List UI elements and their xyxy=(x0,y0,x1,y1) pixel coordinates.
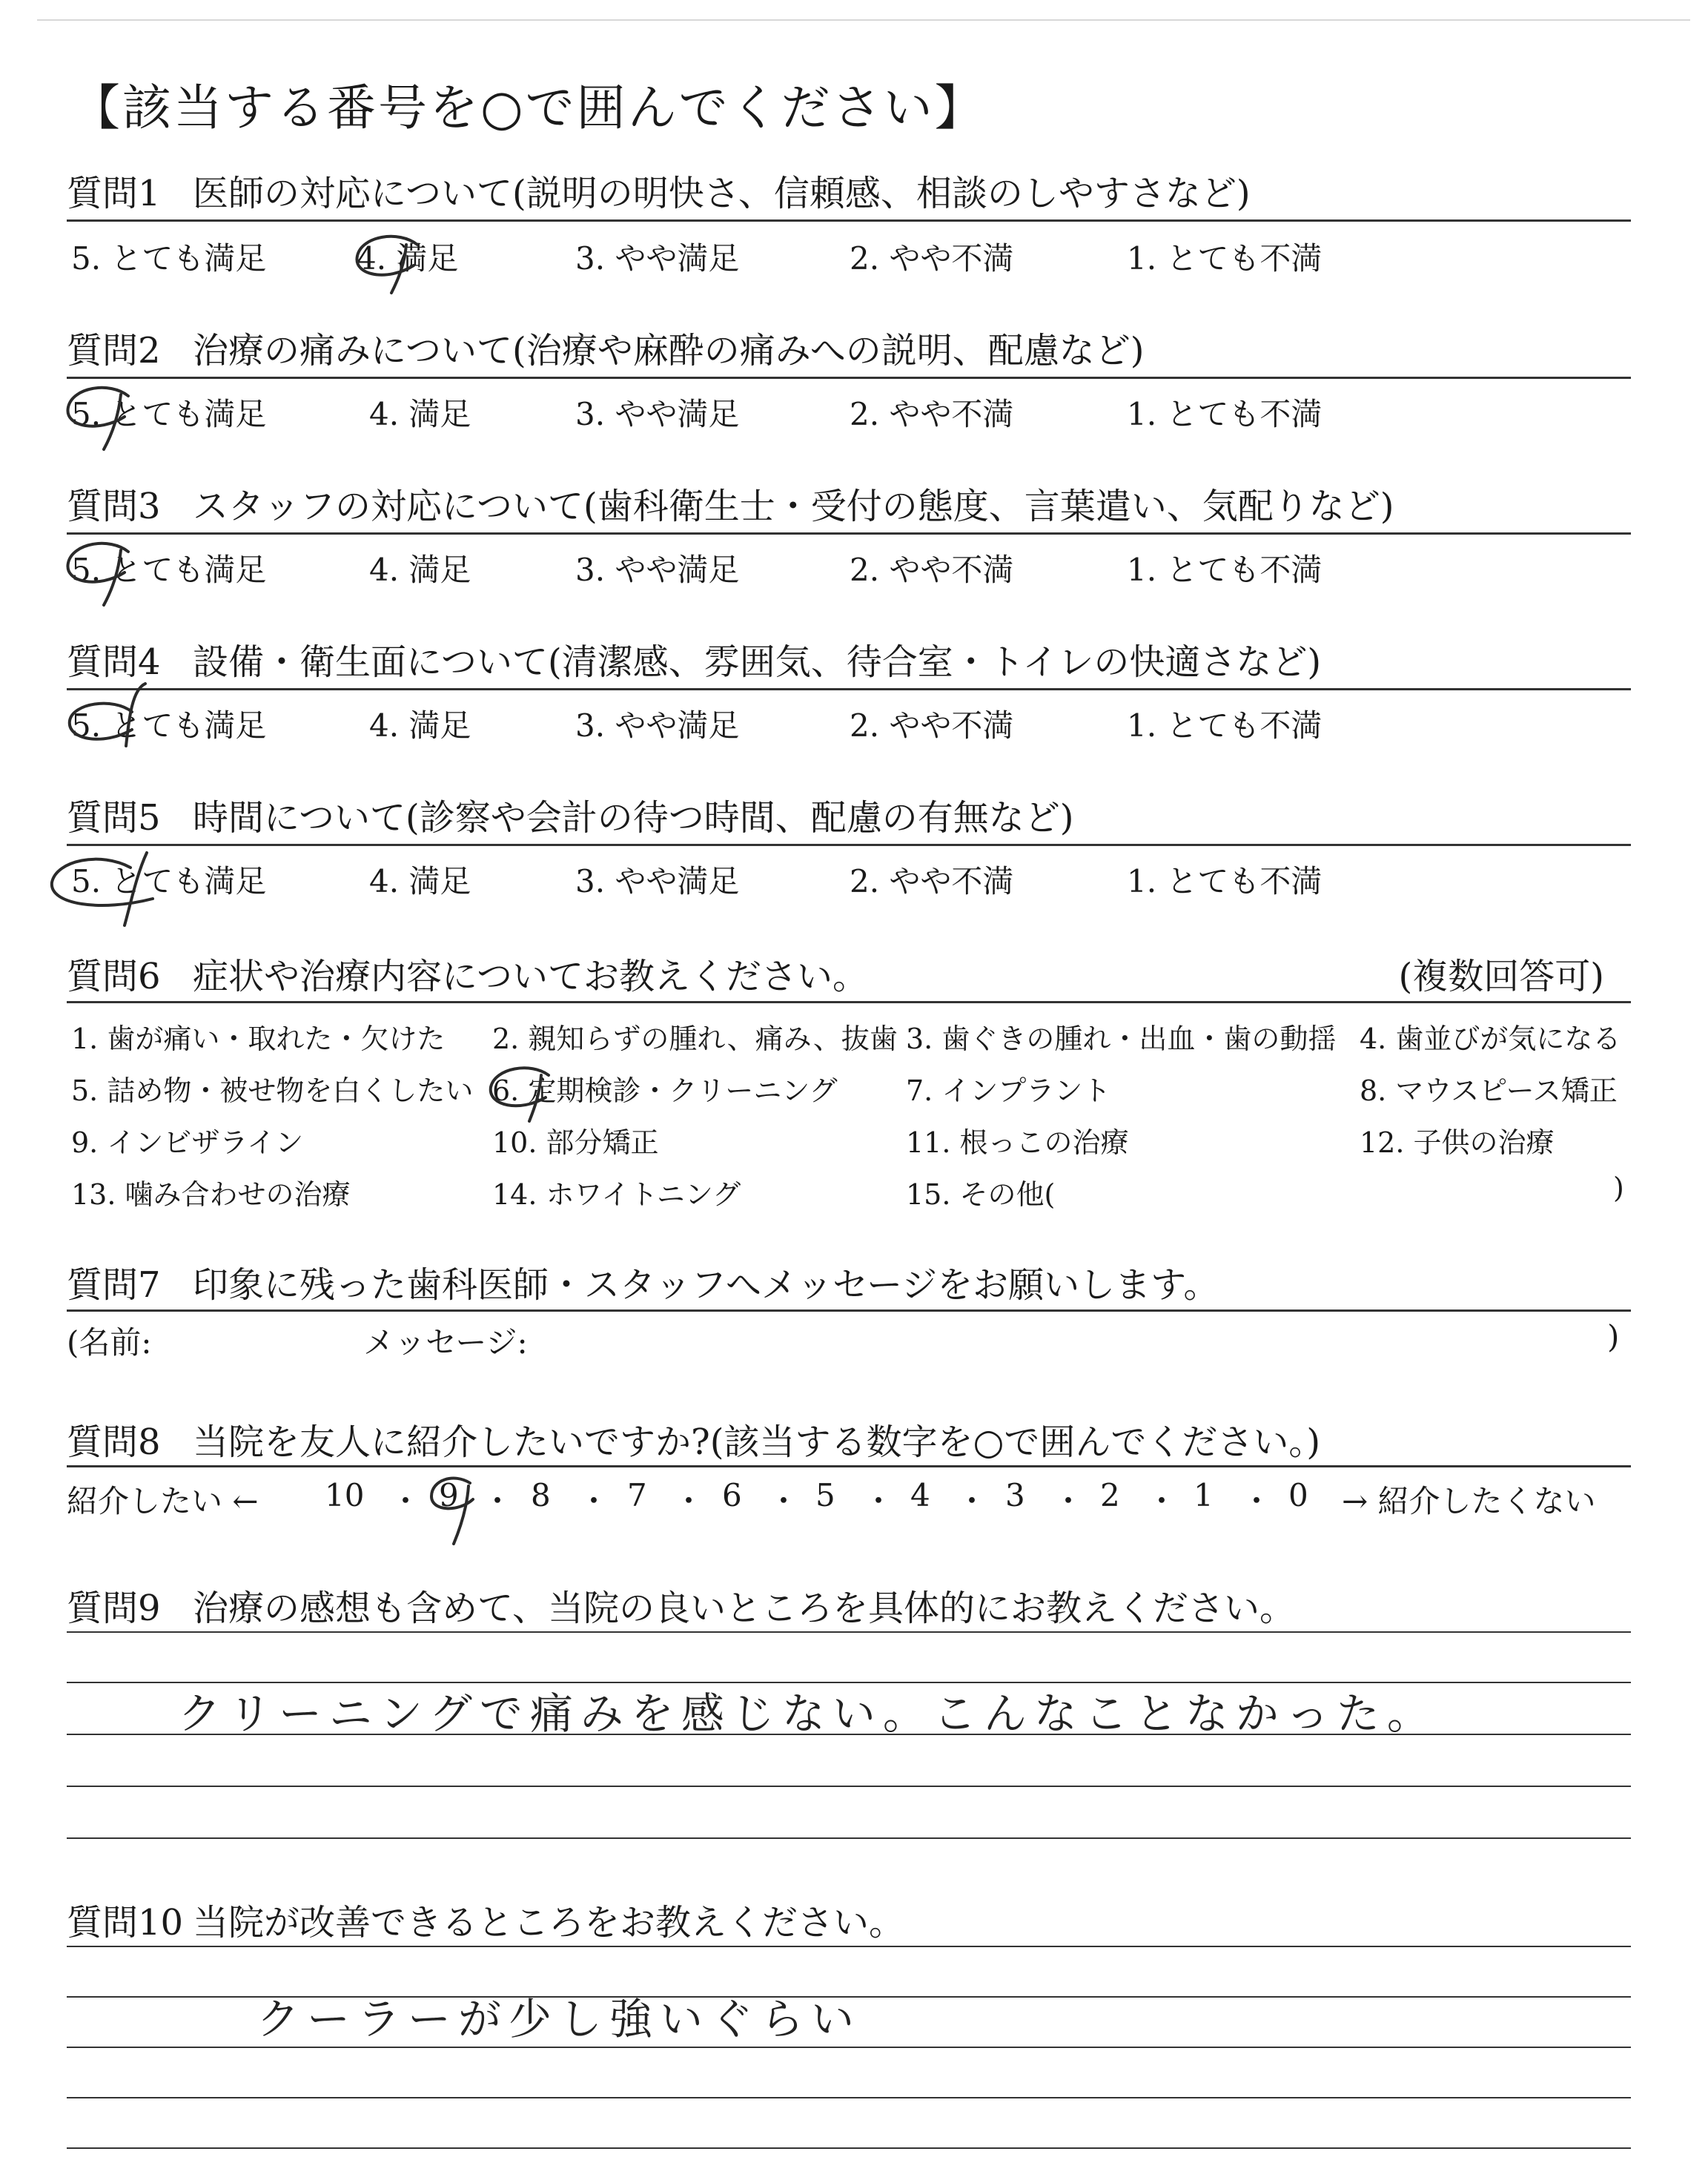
scale-left-label: 紹介したい ← xyxy=(67,1483,259,1519)
q6-option-5[interactable]: 5. 詰め物・被せ物を白くしたい xyxy=(71,1074,474,1107)
question-rule xyxy=(67,219,1631,222)
answer-line xyxy=(67,2097,1631,2098)
option-5[interactable]: 5. とても満足 xyxy=(71,863,267,899)
option-2[interactable]: 2. やや不満 xyxy=(850,552,1014,588)
scale-dot: ・ xyxy=(768,1483,800,1519)
option-1[interactable]: 1. とても不満 xyxy=(1127,396,1323,432)
q6-option-11[interactable]: 11. 根っこの治療 xyxy=(906,1126,1129,1159)
question-number: 質問2 xyxy=(67,330,161,371)
scale-1[interactable]: 1 xyxy=(1194,1477,1214,1513)
q6-option-6[interactable]: 6. 定期検診・クリーニング xyxy=(492,1074,838,1107)
q6-option-7[interactable]: 7. インプラント xyxy=(906,1074,1111,1107)
answer-line xyxy=(67,1837,1631,1839)
form-heading: 【該当する番号を○で囲んでください】 xyxy=(71,79,986,136)
option-5[interactable]: 5. とても満足 xyxy=(71,552,267,588)
question-text: 治療の痛みについて(治療や麻酔の痛みへの説明、配慮など) xyxy=(193,330,1145,371)
question-text: スタッフの対応について(歯科衛生士・受付の態度、言葉遣い、気配りなど) xyxy=(193,486,1394,527)
question-5 xyxy=(67,789,1074,840)
question-text: 時間について(診察や会計の待つ時間、配慮の有無など) xyxy=(193,797,1074,839)
question-number: 質問6 xyxy=(67,956,161,997)
scale-dot: ・ xyxy=(956,1483,988,1519)
option-2[interactable]: 2. やや不満 xyxy=(850,707,1014,744)
scale-6[interactable]: 6 xyxy=(722,1477,742,1513)
selection-circle-q6 xyxy=(482,1054,578,1129)
question-3 xyxy=(67,478,1394,529)
option-2[interactable]: 2. やや不満 xyxy=(850,396,1014,432)
scale-10[interactable]: 10 xyxy=(325,1477,365,1513)
answer-line xyxy=(67,2147,1631,2149)
option-5[interactable]: 5. とても満足 xyxy=(71,707,267,744)
answer-line xyxy=(67,2047,1631,2048)
question-8 xyxy=(67,1413,1320,1464)
page-top-edge xyxy=(37,19,1690,21)
option-4[interactable]: 4. 満足 xyxy=(369,552,471,588)
question-rule xyxy=(67,1309,1631,1312)
q6-option-4[interactable]: 4. 歯並びが気になる xyxy=(1360,1023,1621,1055)
q7-close: ) xyxy=(1607,1318,1620,1355)
scale-dot: ・ xyxy=(578,1483,610,1519)
question-10 xyxy=(67,1894,904,1945)
option-4[interactable]: 4. 満足 xyxy=(357,240,459,277)
question-1 xyxy=(67,165,1251,216)
q6-option-8[interactable]: 8. マウスピース矯正 xyxy=(1360,1074,1618,1107)
question-2 xyxy=(67,322,1145,373)
option-5[interactable]: 5. とても満足 xyxy=(71,396,267,432)
scale-dot: ・ xyxy=(390,1483,422,1519)
question-7 xyxy=(67,1256,1219,1307)
question-number: 質問8 xyxy=(67,1421,161,1463)
option-2[interactable]: 2. やや不満 xyxy=(850,240,1014,277)
scale-dot: ・ xyxy=(1146,1483,1178,1519)
scale-2[interactable]: 2 xyxy=(1100,1477,1120,1513)
scale-8[interactable]: 8 xyxy=(531,1477,551,1513)
option-3[interactable]: 3. やや満足 xyxy=(575,240,740,277)
scale-dot: ・ xyxy=(482,1483,514,1519)
scale-5[interactable]: 5 xyxy=(815,1477,835,1513)
option-3[interactable]: 3. やや満足 xyxy=(575,863,740,899)
scale-9[interactable]: 9 xyxy=(439,1477,459,1513)
question-text: 設備・衛生面について(清潔感、雰囲気、待合室・トイレの快適さなど) xyxy=(193,641,1322,683)
question-rule xyxy=(67,1465,1631,1467)
selection-circle-q8 xyxy=(424,1467,491,1548)
question-text: 当院が改善できるところをお教えください。 xyxy=(193,1902,905,1943)
option-3[interactable]: 3. やや満足 xyxy=(575,396,740,432)
option-4[interactable]: 4. 満足 xyxy=(369,396,471,432)
option-3[interactable]: 3. やや満足 xyxy=(575,552,740,588)
multiple-answer-note: (複数回答可) xyxy=(1398,956,1604,997)
question-4 xyxy=(67,633,1321,684)
q6-option-14[interactable]: 14. ホワイトニング xyxy=(492,1178,741,1211)
q6-option-15[interactable]: 15. その他( xyxy=(906,1178,1056,1211)
option-1[interactable]: 1. とても不満 xyxy=(1127,240,1323,277)
question-number: 質問3 xyxy=(67,486,161,527)
question-text: 治療の感想も含めて、当院の良いところを具体的にお教えください。 xyxy=(193,1588,1296,1629)
option-2[interactable]: 2. やや不満 xyxy=(850,863,1014,899)
selection-circle-q5 xyxy=(42,838,168,934)
scale-dot: ・ xyxy=(1053,1483,1085,1519)
selection-circle-q1 xyxy=(347,222,443,297)
question-text: 印象に残った歯科医師・スタッフへメッセージをお願いします。 xyxy=(193,1264,1219,1306)
question-number: 質問5 xyxy=(67,797,161,839)
question-rule xyxy=(67,688,1631,690)
question-text: 当院を友人に紹介したいですか?(該当する数字を○で囲んでください。) xyxy=(193,1421,1321,1463)
answer-line xyxy=(67,1631,1631,1633)
option-3[interactable]: 3. やや満足 xyxy=(575,707,740,744)
message-label: メッセージ: xyxy=(363,1324,528,1361)
question-9 xyxy=(67,1579,1295,1631)
option-4[interactable]: 4. 満足 xyxy=(369,707,471,744)
question-rule xyxy=(67,1001,1631,1003)
q6-option-12[interactable]: 12. 子供の治療 xyxy=(1360,1126,1555,1159)
scale-dot: ・ xyxy=(1241,1483,1273,1519)
option-4[interactable]: 4. 満足 xyxy=(369,863,471,899)
q6-option-2[interactable]: 2. 親知らずの腫れ、痛み、抜歯 xyxy=(492,1023,898,1055)
question-number: 質問7 xyxy=(67,1264,161,1306)
q9-handwritten-answer: クリーニングで痛みを感じない。こんなことなかった。 xyxy=(178,1688,1437,1739)
answer-line xyxy=(67,1946,1631,1947)
scale-3[interactable]: 3 xyxy=(1005,1477,1025,1513)
q6-option-10[interactable]: 10. 部分矯正 xyxy=(492,1126,659,1159)
question-number: 質問1 xyxy=(67,173,161,214)
question-text: 医師の対応について(説明の明快さ、信頼感、相談のしやすさなど) xyxy=(193,173,1251,214)
scale-dot: ・ xyxy=(673,1483,705,1519)
answer-line xyxy=(67,1786,1631,1787)
option-5[interactable]: 5. とても満足 xyxy=(71,240,267,277)
option-1[interactable]: 1. とても不満 xyxy=(1127,552,1323,588)
name-label: (名前: xyxy=(67,1324,152,1361)
question-text: 症状や治療内容についてお教えください。 xyxy=(193,956,869,997)
question-rule xyxy=(67,844,1631,846)
question-rule xyxy=(67,532,1631,535)
scale-4[interactable]: 4 xyxy=(910,1477,930,1513)
question-number: 質問10 xyxy=(67,1902,184,1943)
selection-circle-q4 xyxy=(58,675,162,764)
question-rule xyxy=(67,377,1631,379)
question-6 xyxy=(67,948,868,999)
q6-option-9[interactable]: 9. インビザライン xyxy=(71,1126,304,1159)
option-1[interactable]: 1. とても不満 xyxy=(1127,863,1323,899)
option-1[interactable]: 1. とても不満 xyxy=(1127,707,1323,744)
q6-other-close: ) xyxy=(1613,1172,1624,1204)
q6-option-3[interactable]: 3. 歯ぐきの腫れ・出血・歯の動揺 xyxy=(906,1023,1337,1055)
scale-0[interactable]: 0 xyxy=(1288,1477,1308,1513)
question-number: 質問4 xyxy=(67,641,161,683)
q10-handwritten-answer: クーラーが少し強いぐらい xyxy=(256,1994,862,2044)
q6-option-13[interactable]: 13. 噛み合わせの治療 xyxy=(71,1178,351,1211)
selection-circle-q2 xyxy=(58,374,154,455)
scale-dot: ・ xyxy=(863,1483,895,1519)
scale-right-label: → 紹介したくない xyxy=(1342,1483,1596,1519)
q6-option-1[interactable]: 1. 歯が痛い・取れた・欠けた xyxy=(71,1023,446,1055)
selection-circle-q3 xyxy=(58,529,154,611)
question-number: 質問9 xyxy=(67,1588,161,1629)
scale-7[interactable]: 7 xyxy=(627,1477,647,1513)
